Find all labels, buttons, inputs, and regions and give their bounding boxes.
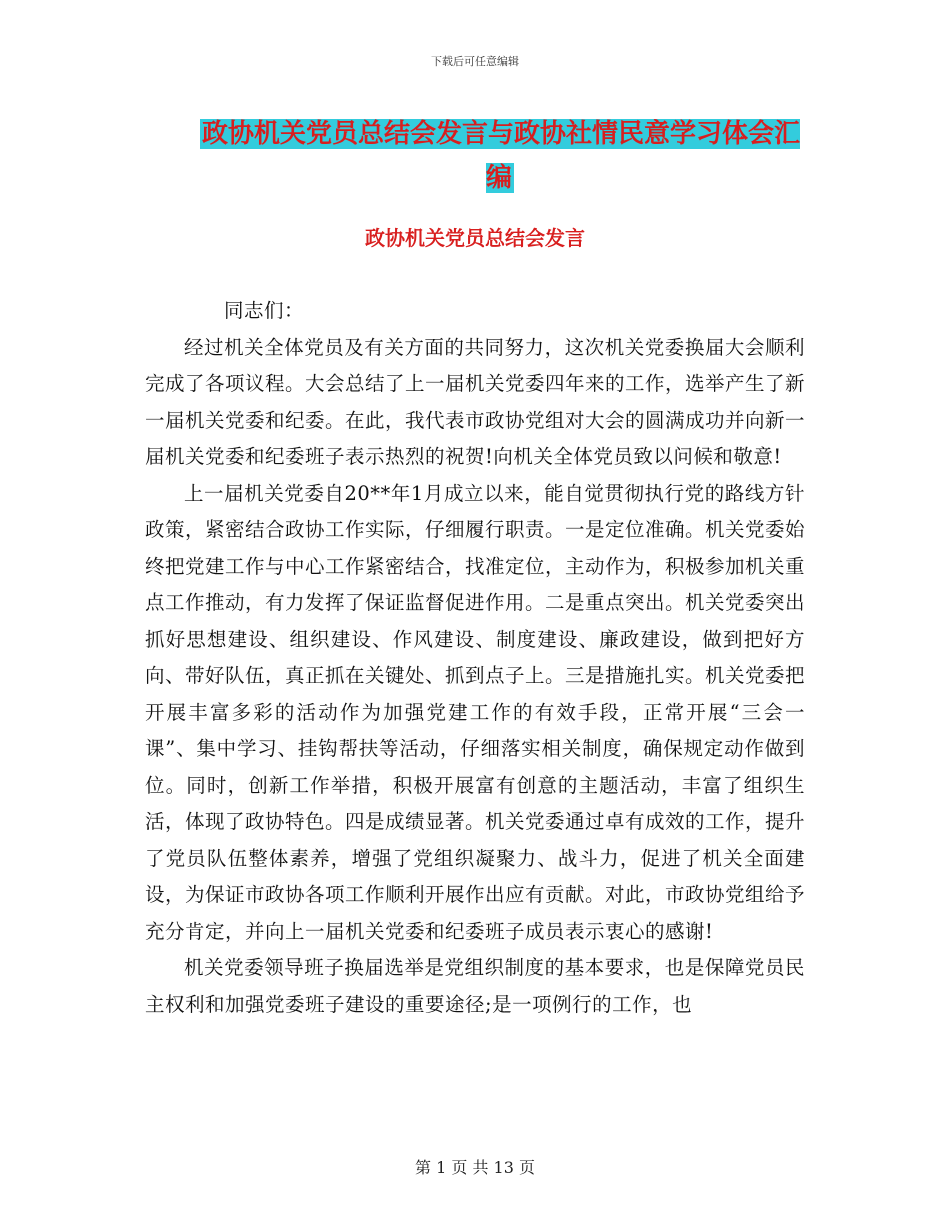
salutation-text: 同志们： bbox=[224, 299, 305, 322]
section-title: 政协机关党员总结会发言 bbox=[365, 226, 585, 250]
document-title-text: 政协机关党员总结会发言与政协社情民意学习体会汇编 bbox=[201, 119, 800, 193]
salutation bbox=[145, 293, 805, 330]
document-title bbox=[190, 112, 810, 200]
paragraph-1: 经过机关全体党员及有关方面的共同努力，这次机关党委换届大会顺利完成了各项议程。大会总结了上一届机关党委四年来的工作，选举产生了新一届机关党委和纪委。在此，我代表市政协党组对大会的圆满成功并向新一届机关党委和纪委班子表示热烈的祝贺!向机关全体党员致以问候和敬意! bbox=[145, 335, 806, 468]
body-text bbox=[145, 293, 805, 1023]
paragraph-2: 上一届机关党委自20**年1月成立以来，能自觉贯彻执行党的路线方针政策，紧密结合政协工作实际，仔细履行职责。一是定位准确。机关党委始终把党建工作与中心工作紧密结合，找准定位，主动作为，积极参加机关重点工作推动，有力发挥了保证监督促进作用。二是重点突出。机关党委突出抓好思想建设、组织建设、作风建设、制度建设、廉政建设，做到把好方向、带好队伍，真正抓在关键处、抓到点子上。三是措施扎实。机关党委把开展丰富多彩的活动作为加强党建工作的有效手段，正常开展“三会一课”、集中学习、挂钩帮扶等活动，仔细落实相关制度，确保规定动作做到位。同时，创新工作举措，积极开展富有创意的主题活动，丰富了组织生活，体现了政协特色。四是成绩显著。机关党委通过卓有成效的工作，提升了党员队伍整体素养，增强了党组织凝聚力、战斗力，促进了机关全面建设，为保证市政协各项工作顺利开展作出应有贡献。对此，市政协党组给予充分肯定，并向上一届机关党委和纪委班子成员表示衷心的感谢! bbox=[145, 481, 806, 943]
page-footer: 第 1 页 共 13 页 bbox=[415, 1158, 535, 1177]
paragraph-3: 机关党委领导班子换届选举是党组织制度的基本要求，也是保障党员民主权利和加强党委班子建设的重要途径;是一项例行的工作，也 bbox=[145, 956, 805, 1016]
header-note: 下载后可任意编辑 bbox=[431, 55, 519, 68]
